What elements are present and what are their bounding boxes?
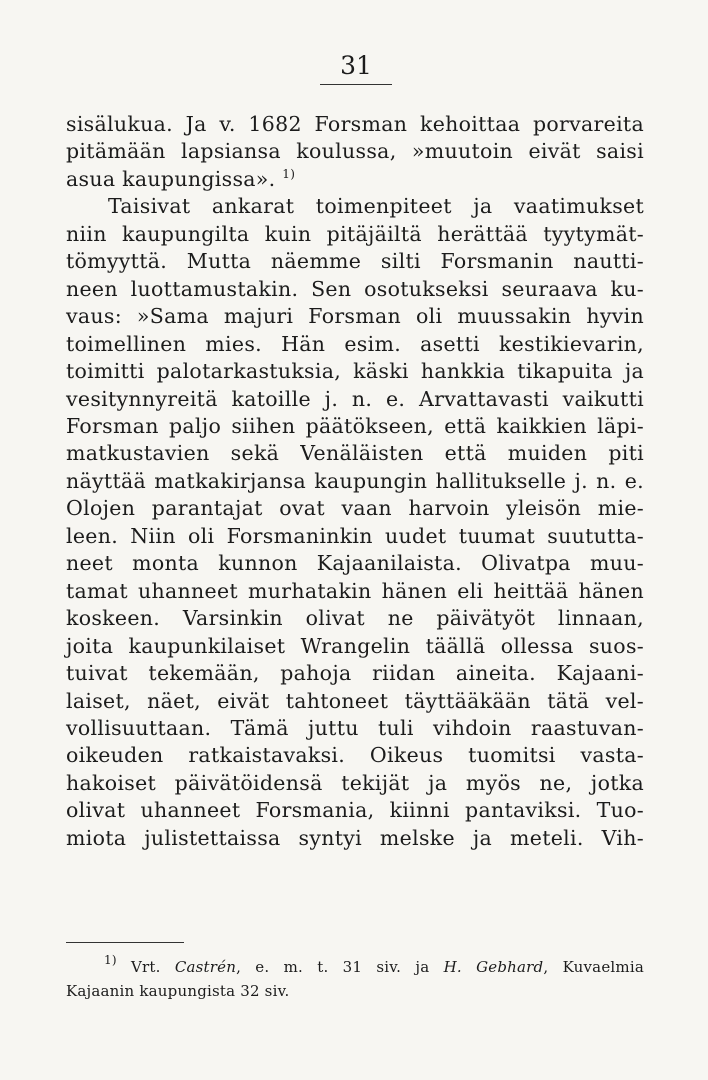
text-line: tamat uhanneet murhatakin hänen eli heittää hänen <box>66 578 644 603</box>
footnote-marker: 1) <box>104 953 117 967</box>
text-line: niin kaupungilta kuin pitäjäiltä herättää tyytymät- <box>66 221 644 246</box>
footnote-author: Castrén <box>174 958 237 976</box>
text-line: toimitti palotarkastuksia, käski hankkia tikapuita ja <box>66 359 644 384</box>
text-line: Olojen parantajat ovat vaan harvoin yleisön mie- <box>66 496 644 521</box>
text-line: olivat uhanneet Forsmania, kiinni pantaviksi. Tuo- <box>66 798 644 823</box>
footnote-text: Vrt. <box>116 958 175 976</box>
text-line: neen luottamustakin. Sen osotukseksi seuraava ku- <box>66 276 644 301</box>
text-line: tömyyttä. Mutta näemme silti Forsmanin nautti- <box>66 249 644 274</box>
text-line: näyttää matkakirjansa kaupungin hallitukselle j. n. e. <box>66 468 644 493</box>
text-line: joita kaupunkilaiset Wrangelin täällä ollessa suos- <box>66 633 644 658</box>
text-line: toimellinen mies. Hän esim. asetti kestikievarin, <box>66 331 644 356</box>
text-line: sisälukua. Ja v. 1682 Forsman kehoittaa porvareita <box>66 112 644 136</box>
text-line: laiset, näet, eivät tahtoneet täyttääkään tätä vel- <box>66 688 644 713</box>
header-rule <box>320 84 392 85</box>
text-line: vaus: »Sama majuri Forsman oli muussakin hyvin <box>66 304 644 329</box>
text-line: Taisivat ankarat toimenpiteet ja vaatimukset <box>108 194 644 219</box>
page-number: 31 <box>340 51 372 80</box>
footnote-reference: 1) <box>282 166 296 181</box>
text-line <box>66 166 644 193</box>
body-text <box>66 111 644 852</box>
text-line: vollisuuttaan. Tämä juttu tuli vihdoin raastuvan- <box>66 715 644 740</box>
footnote-author: H. Gebhard <box>443 958 544 976</box>
text-line: hakoiset päivätöidensä tekijät ja myös ne, jotka <box>66 770 644 795</box>
text-line: oikeuden ratkaistavaksi. Oikeus tuomitsi vasta- <box>66 743 644 768</box>
footnote <box>66 955 644 1003</box>
text-line: tuivat tekemään, pahoja riidan aineita. Kajaani- <box>66 661 644 686</box>
footnote-line: Kajaanin kaupungista 32 siv. <box>66 982 290 1000</box>
text-line: neet monta kunnon Kajaanilaista. Olivatpa muu- <box>66 551 644 576</box>
text-line: pitämään lapsiansa koulussa, »muutoin eivät saisi <box>66 139 644 164</box>
footnote-text: , Kuvaelmia <box>543 958 644 976</box>
footnote-text: , e. m. t. 31 siv. ja <box>236 958 444 976</box>
footnote-rule <box>66 942 184 943</box>
text-line: vesitynnyreitä katoille j. n. e. Arvattavasti vaikutti <box>66 386 644 411</box>
text-line: leen. Niin oli Forsmaninkin uudet tuumat suututta- <box>66 523 644 548</box>
text-line-content: asua kaupungissa». <box>66 166 283 191</box>
footnote-line <box>66 955 644 979</box>
text-line: koskeen. Varsinkin olivat ne päivätyöt linnaan, <box>66 606 644 631</box>
text-line: matkustavien sekä Venäläisten että muiden piti <box>66 441 644 466</box>
text-line: Forsman paljo siihen päätökseen, että kaikkien läpi- <box>66 413 644 438</box>
text-line: miota julistettaissa syntyi melske ja meteli. Vih- <box>66 825 644 850</box>
